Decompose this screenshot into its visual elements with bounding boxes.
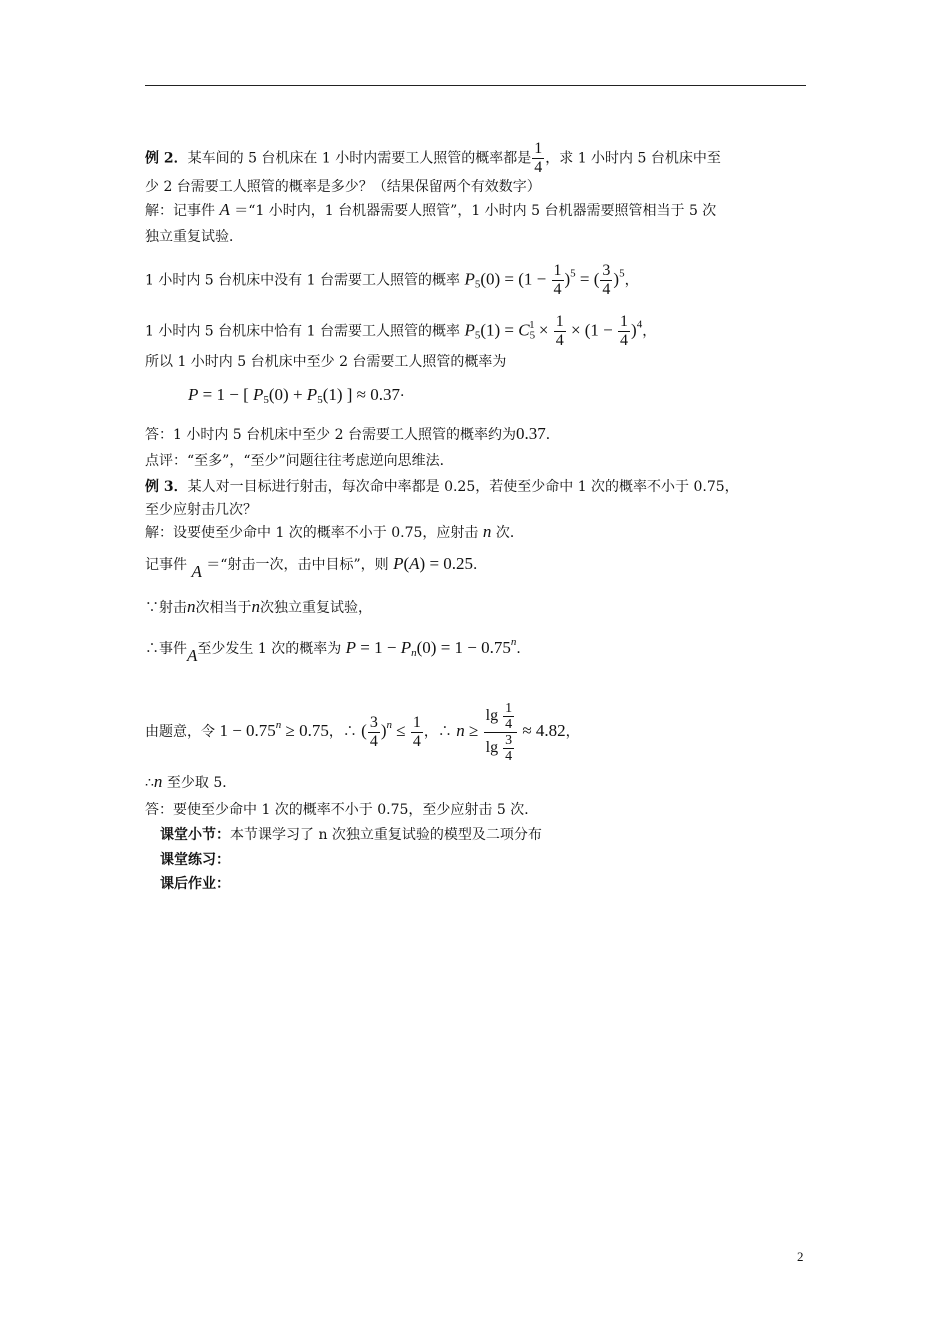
example2-line4: 独立重复试验．: [145, 229, 243, 245]
example3-answer: 答：要使至少命中 1 次的概率不小于 0.75，至少应射击 5 次．: [145, 802, 539, 818]
example3-event-line: 记事件 A ＝“射击一次，击中目标”，则 P(A) = 0.25．: [145, 554, 488, 581]
example2-p0-line: 1 小时内 5 台机床中没有 1 台需要工人照管的概率 $P_5(0) = (1$ − $\frac{1}{4}$ )$^5$ = ( $\frac{3}{4}$ )$^5$，: [145, 262, 639, 298]
header-rule: [145, 85, 806, 86]
example2-p1-line: 1 小时内 5 台机床中恰有 1 台需要工人照管的概率 $P_5(1) = C_5^1$ × $\frac{1}{4}$ × (1 − $\frac{1}{4}$ )$^4$，: [145, 313, 657, 349]
example2-line2: 少 2 台需要工人照管的概率是多少？（结果保留两个有效数字）: [145, 179, 541, 195]
example2-formula8: P = 1 − [ $P_5(0) + P_5(1)$ ] ≈ 0.37·: [188, 385, 405, 406]
homework-label: 课后作业：: [160, 876, 230, 892]
example3-because: ∵射击n次相当于n次独立重复试验，: [145, 597, 372, 616]
example2-comment: 点评：“至多”，“至少”问题往往考虑逆向思维法．: [145, 453, 454, 469]
example3-condition: 由题意，令 $1 - 0.75^n \ge 0.75$，∴ ( $\frac{3}{4}$ )$^n$ ≤ $\frac{1}{4}$ ，∴ n ≥ lg $\frac{1}{4}$ lg $\frac{3}{4}$ ≈ 4.82，: [145, 700, 580, 764]
example2-answer: 答：1 小时内 5 台机床中至少 2 台需要工人照管的概率约为0.37．: [145, 424, 560, 443]
example2-heading: 例 2．: [145, 150, 188, 167]
example3-heading: 例 3．: [145, 479, 188, 495]
example2-line7: 所以 1 小时内 5 台机床中至少 2 台需要工人照管的概率为: [145, 354, 507, 370]
fraction-one-quarter: $\frac{1}{4}$: [534, 140, 543, 176]
example2-line1: 例 2．某车间的 5 台机床在 1 小时内需要工人照管的概率都是 $\frac{1}{4}$ ，求 1 小时内 5 台机床中至: [145, 140, 721, 176]
practice-label: 课堂练习：: [160, 852, 230, 868]
example2-solution: 解：记事件 A ＝“1 小时内，1 台机器需要人照管”，1 小时内 5 台机器需要照管相当于 5 次: [145, 200, 717, 219]
example3-line1: 例 3．某人对一目标进行射击，每次命中率都是 0.25，若使至少命中 1 次的概率不小于 0.75，: [145, 479, 739, 495]
page-number: 2: [797, 1249, 804, 1264]
example3-minimum: ∴n 至少取 5．: [145, 772, 237, 791]
example3-solution: 解：设要使至少命中 1 次的概率不小于 0.75，应射击 n 次．: [145, 522, 524, 541]
example3-therefore: ∴事件A至少发生 1 次的概率为 $P = 1 - P_n(0) = 1 - 0.75^n$．: [145, 636, 531, 665]
summary-line: 课堂小节：本节课学习了 n 次独立重复试验的模型及二项分布: [160, 827, 542, 843]
example3-line2: 至少应射击几次？: [145, 502, 257, 518]
